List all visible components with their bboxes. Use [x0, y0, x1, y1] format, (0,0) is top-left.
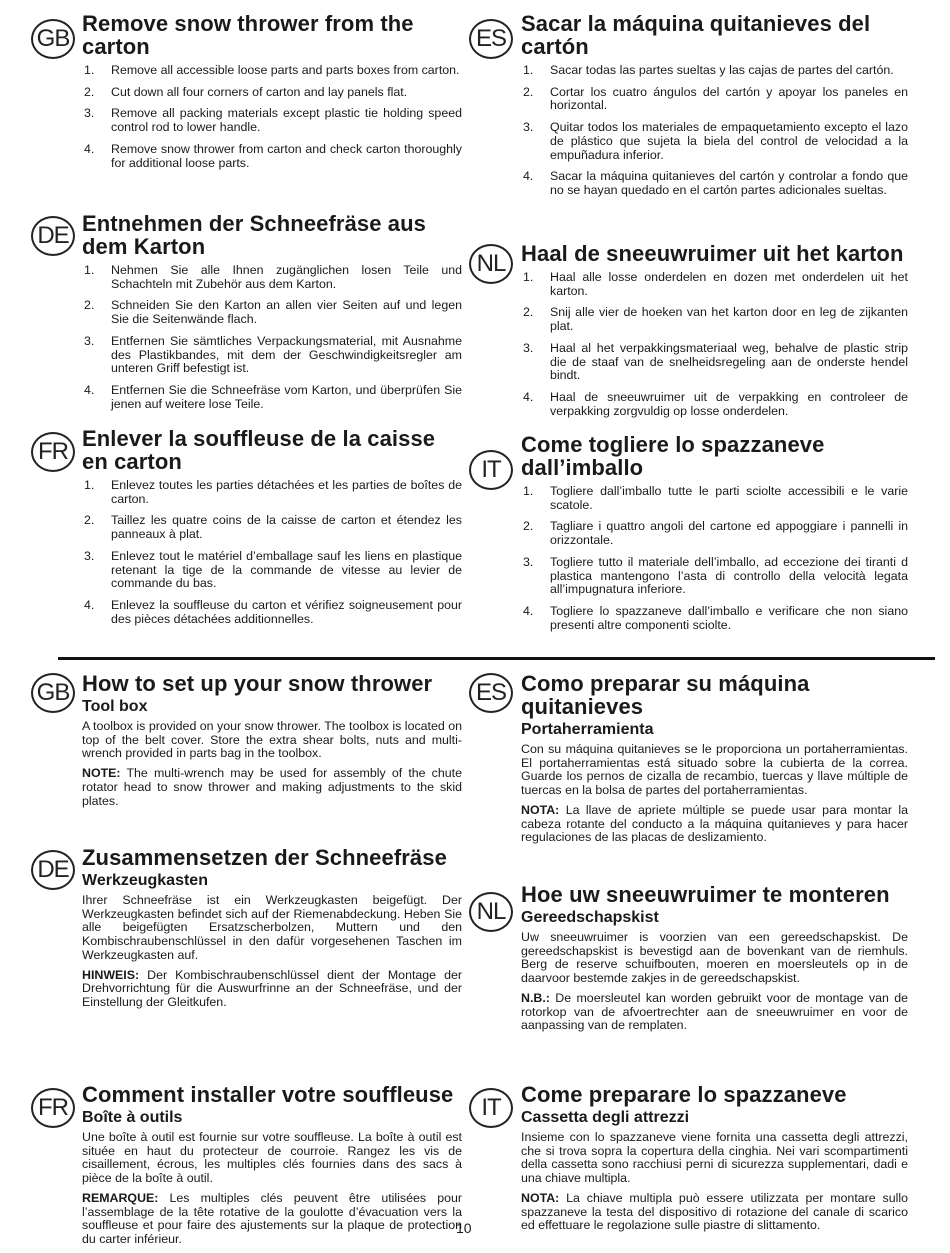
list-item: 1. Enlevez toutes les parties détachées et les parties de boîtes de carton. — [84, 478, 462, 506]
section-gb-setup — [82, 672, 462, 814]
section-es-setup — [521, 672, 908, 851]
language-badge-it: IT — [469, 1088, 513, 1128]
note-text: REMARQUE: Les multiples clés peuvent être utilisées pour l’assemblage de la tête rotative de la goulotte d’évacuation vers la souffleuse et pour faire des ajustements sur la plaque de protection du carter inférieur. — [82, 1190, 462, 1246]
note-text: N.B.: De moersleutel kan worden gebruikt voor de montage van de rotorkop van de afvoertrechter aan de sneeuwruimer en voor de aanpassing van de remplaten. — [521, 990, 908, 1033]
list-item: 4. Togliere lo spazzaneve dall’imballo e verificare che non siano presenti altre componenti sciolte. — [523, 603, 908, 632]
step-list — [521, 64, 908, 198]
body-text: Insieme con lo spazzaneve viene fornita una cassetta degli attrezzi, che si trova sopra la copertura della cinghia. Nei vari scompartimenti della cassetta sono racchiusi perni di sicurezza supplementari, dadi e una chiave multipla. — [521, 1130, 908, 1186]
section-title: Enlever la souffleuse de la caisse en carton — [82, 426, 436, 474]
section-title: How to set up your snow thrower — [82, 671, 433, 696]
list-item: 3. Remove all packing materials except plastic tie holding speed control rod to lower handle. — [84, 106, 462, 135]
step-list — [82, 479, 462, 626]
language-badge-fr: FR — [31, 432, 75, 472]
section-title: Como preparar su máquina quitanieves — [521, 671, 810, 719]
section-title: Sacar la máquina quitanieves del cartón — [521, 11, 871, 59]
list-item: 4. Sacar la máquina quitanieves del cartón y controlar a fondo que no se hayan quedado en el cartón partes adicionales sueltas. — [523, 169, 908, 197]
section-de-setup — [82, 846, 462, 1016]
list-item: 1. Sacar todas las partes sueltas y las cajas de partes del cartón. — [523, 63, 894, 77]
list-item: 1. Nehmen Sie alle Ihnen zugänglichen losen Teile und Schachteln mit Zubehör aus dem Karton. — [84, 263, 462, 291]
body-text: A toolbox is provided on your snow thrower. The toolbox is located on top of the belt cover. Store the extra shear bolts, nuts and multi-wrench provided in parts bag in the toolbox. — [82, 719, 462, 761]
note-text: NOTE: The multi-wrench may be used for assembly of the chute rotator head to snow thrower and making adjustments to the skid plates. — [82, 766, 462, 808]
list-item: 2. Snij alle vier de hoeken van het karton door en leg de zijkanten plat. — [523, 305, 908, 334]
section-es-remove — [521, 12, 908, 206]
list-item: 4. Entfernen Sie die Schneefräse vom Karton, und überprüfen Sie jenen auf weitere lose Teile. — [84, 382, 462, 411]
body-text: Ihrer Schneefräse ist ein Werkzeugkasten beigefügt. Der Werkzeugkasten befindet sich auf der Riemenabdeckung. Heben Sie alle beigefügten Ersatzscherbolzen, Muttern und den Kombischraubenschlüssel in den dafür vorgesehenen Taschen im Werkzeugkasten auf. — [82, 893, 462, 962]
language-badge-de: DE — [31, 216, 75, 256]
step-list — [82, 64, 462, 170]
section-title: Zusammensetzen der Schneefräse — [82, 845, 447, 870]
section-title: Remove snow thrower from the carton — [82, 11, 414, 59]
section-title: Haal de sneeuwruimer uit het karton — [521, 241, 904, 266]
language-badge-es: ES — [469, 19, 513, 59]
note-text: NOTA: La chiave multipla può essere utilizzata per montare sullo spazzaneve la testa del dispositivo di rotazione del canale di scarico ed effettuare le regolazione sulle piastre di slittamento. — [521, 1190, 908, 1233]
language-badge-it: IT — [469, 450, 513, 490]
section-title: Comment installer votre souffleuse — [82, 1082, 454, 1107]
section-subtitle: Tool box — [82, 698, 148, 715]
step-list — [521, 485, 908, 632]
section-it-setup — [521, 1083, 908, 1239]
section-fr-setup — [82, 1083, 462, 1253]
list-item: 2. Taillez les quatre coins de la caisse de carton et étendez les panneaux à plat. — [84, 513, 462, 542]
step-list — [521, 271, 908, 418]
section-it-remove — [521, 433, 908, 640]
section-subtitle: Boîte à outils — [82, 1109, 183, 1126]
list-item: 2. Tagliare i quattro angoli del cartone ed appoggiare i pannelli in orizzontale. — [523, 519, 908, 548]
list-item: 3. Haal al het verpakkingsmateriaal weg, behalve de plastic strip die de staaf van de snelheidsregeling aan de onderste hendel bindt. — [523, 340, 908, 383]
list-item: 3. Enlevez tout le matériel d’emballage sauf les liens en plastique retenant la tige de la commande de vitesse au levier de commande du bas. — [84, 548, 462, 591]
list-item: 1. Togliere dall’imballo tutte le parti sciolte accessibili e le varie scatole. — [523, 484, 908, 512]
section-nl-setup — [521, 883, 908, 1039]
body-text: Uw sneeuwruimer is voorzien van een gereedschapskist. De gereedschapskist is bevestigd aan de bovenkant van de riemhuls. Berg de reserve schuifbouten, moeren en moersleutels op in de daarvoor bestemde zakjes in de gereedschapskist. — [521, 930, 908, 986]
list-item: 1. Haal alle losse onderdelen en dozen met onderdelen uit het karton. — [523, 270, 908, 298]
section-title: Hoe uw sneeuwruimer te monteren — [521, 882, 890, 907]
note-text: NOTA: La llave de apriete múltiple se puede usar para montar la cabeza rotante del conducto a la máquina quitanieves y para hacer regulaciones de las placas de deslizamiento. — [521, 802, 908, 845]
section-subtitle: Gereedschapskist — [521, 909, 659, 926]
step-list — [82, 264, 462, 411]
language-badge-nl: NL — [469, 244, 513, 284]
section-gb-remove — [82, 12, 462, 178]
list-item: 4. Enlevez la souffleuse du carton et vérifiez soigneusement pour des pièces détachées additionnelles. — [84, 597, 462, 626]
body-text: Con su máquina quitanieves se le proporciona un portaherramientas. El portaherramientas está situado sobre la cubierta de la correa. Guarde los pernos de cizalla de recambio, tuercas y llave múltiple de tuercas en la bolsa de partes del portaherramientas. — [521, 742, 908, 798]
section-de-remove — [82, 212, 462, 419]
list-item: 2. Schneiden Sie den Karton an allen vier Seiten auf und legen Sie die Seitenwände flach. — [84, 298, 462, 327]
language-badge-fr: FR — [31, 1088, 75, 1128]
section-subtitle: Werkzeugkasten — [82, 872, 208, 889]
list-item: 3. Entfernen Sie sämtliches Verpackungsmaterial, mit Ausnahme des Plastikbandes, mit dem der Geschwindigkeitsregler am unteren Griff befestigt ist. — [84, 333, 462, 376]
language-badge-de: DE — [31, 850, 75, 890]
list-item: 3. Quitar todos los materiales de empaquetamiento excepto el lazo de plástico que sujeta la biela del control de velocidad a la empuñadura inferior. — [523, 120, 908, 162]
section-subtitle: Cassetta degli attrezzi — [521, 1109, 690, 1126]
language-badge-gb: GB — [31, 673, 75, 713]
list-item: 1. Remove all accessible loose parts and parts boxes from carton. — [84, 63, 460, 77]
section-nl-remove — [521, 242, 908, 426]
section-divider — [58, 657, 935, 660]
list-item: 4. Haal de sneeuwruimer uit de verpakking en controleer de verpakking zorgvuldig op losse onderdelen. — [523, 389, 908, 418]
section-title: Come preparare lo spazzaneve — [521, 1082, 847, 1107]
note-text: HINWEIS: Der Kombischraubenschlüssel dient der Montage der Drehvorrichtung für die Auswurfrinne an der Schneefräse, und der Einstellung der Gleitkufen. — [82, 967, 462, 1009]
list-item: 4. Remove snow thrower from carton and check carton thoroughly for additional loose parts. — [84, 141, 462, 170]
language-badge-nl: NL — [469, 892, 513, 932]
list-item: 2. Cut down all four corners of carton and lay panels flat. — [84, 84, 408, 99]
section-subtitle: Portaherramienta — [521, 721, 654, 738]
list-item: 2. Cortar los cuatro ángulos del cartón y apoyar los paneles en horizontal. — [523, 84, 908, 113]
page-number: 10 — [456, 1220, 472, 1236]
language-badge-es: ES — [469, 673, 513, 713]
section-fr-remove — [82, 427, 462, 634]
list-item: 3. Togliere tutto il materiale dell’imballo, ad eccezione dei tiranti d plastica mantengono l’asta di controllo della velocità legata all’impugnatura inferiore. — [523, 554, 908, 597]
language-badge-gb: GB — [31, 19, 75, 59]
section-title: Entnehmen der Schneefräse aus dem Karton — [82, 211, 427, 259]
section-title: Come togliere lo spazzaneve dall’imballo — [521, 432, 825, 480]
body-text: Une boîte à outil est fournie sur votre souffleuse. La boîte à outil est située en haut du protecteur de courroie. Rangez les vis de cisaillement, écrous, les multiples clés fournies dans des sacs à pièce de la boîte à outil. — [82, 1130, 462, 1186]
